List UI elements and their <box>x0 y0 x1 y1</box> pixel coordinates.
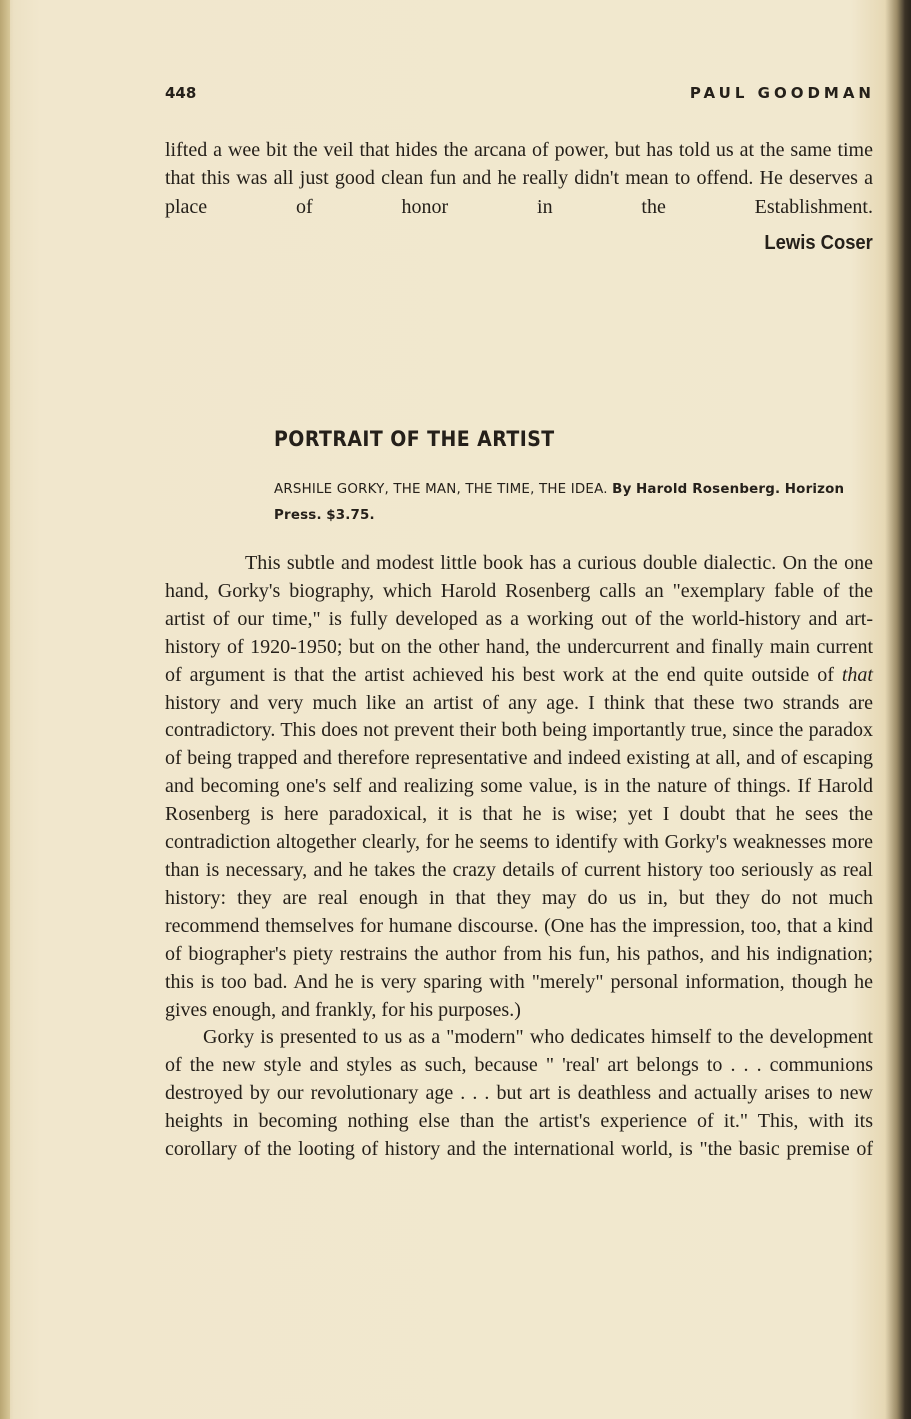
book-by: By <box>612 482 632 497</box>
review-paragraph-2: Gorky is presented to us as a "modern" who dedicates himself to the development of the new style and styles as such, because " 'real' art belongs to . . . communions destroyed by our revolutionary age . . . but art is deathless and actually arises to new heights in becoming nothing else than the artist's experience of it." This, with its corollary of the looting of history and the international world, is "the basic premise of <box>165 1026 873 1161</box>
book-publisher: Horizon Press. <box>274 482 845 523</box>
book-title: ARSHILE GORKY, THE MAN, THE TIME, THE IDEA. <box>274 482 608 497</box>
reviewer-signature: Lewis Coser <box>764 232 873 254</box>
previous-review-closing: lifted a wee bit the veil that hides the arcana of power, but has told us at the same time that this was all just good clean fun and he really didn't mean to offend. He deserves a place of honor in the Establishment. <box>165 139 873 218</box>
running-head: PAUL GOODMAN <box>689 84 875 102</box>
book-price: $3.75. <box>326 508 375 523</box>
review-paragraph-1 <box>165 550 873 1024</box>
binding-gutter <box>0 0 10 1419</box>
review-body <box>165 550 873 1164</box>
book-author: Harold Rosenberg. <box>635 482 781 497</box>
paragraph-1-emphasis: that <box>841 663 873 686</box>
review-title: PORTRAIT OF THE ARTIST <box>274 427 555 451</box>
book-info <box>274 477 874 529</box>
paragraph-1-text: This subtle and modest little book has a curious double dialectic. On the one hand, Gorky's biography, which Harold Rosenberg calls an "exemplary fable of the artist of our time," is fully developed as a working out of the world-history and art-history of 1920-1950; but on the other hand, the undercurrent and finally main current of argument is that the artist achieved his best work at the end quite outside of <box>165 552 873 686</box>
page-header <box>165 84 875 108</box>
page-number: 448 <box>165 84 197 102</box>
paragraph-1-continuation: history and very much like an artist of any age. I think that these two strands are contradictory. This does not prevent their both being importantly true, since the paradox of being trapped and therefore representative and indeed existing at all, and of escaping and becoming one's self and realizing some value, is in the nature of things. If Harold Rosenberg is here paradoxical, it is that he is wise; yet I doubt that he sees the contradiction altogether clearly, for he seems to identify with Gorky's weaknesses more than is necessary, and he takes the crazy details of current history too seriously as real history: they are real enough in that they may do us in, but they do not much recommend themselves for humane discourse. (One has the impression, too, that a kind of biographer's piety restrains the author from his fun, his pathos, and his indignation; this is too bad. And he is very sparing with "merely" personal information, though he gives enough, and frankly, for his purposes.) <box>165 691 873 1021</box>
